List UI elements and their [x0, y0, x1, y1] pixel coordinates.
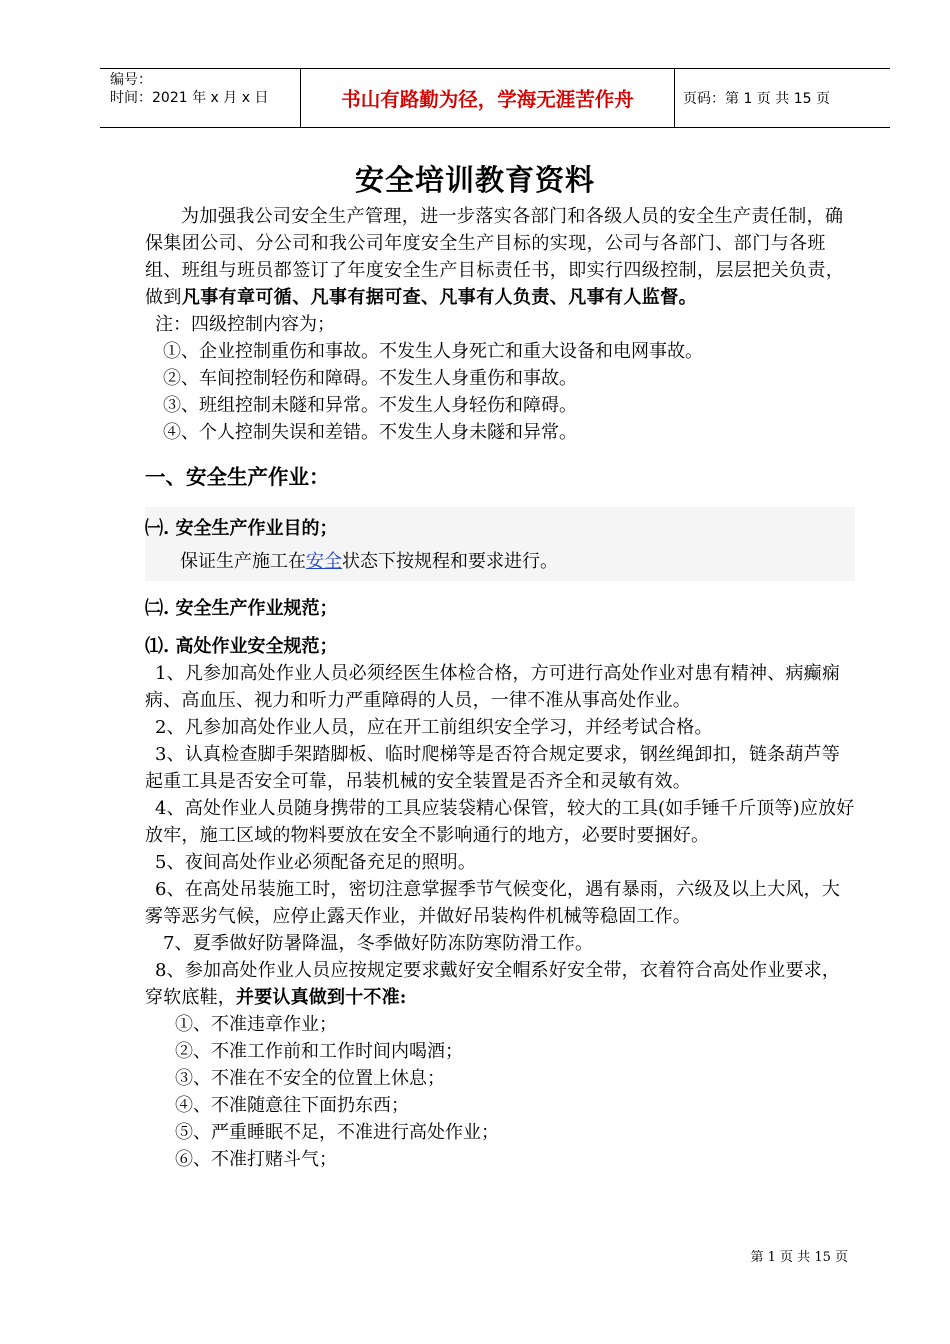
purpose-text-before: 保证生产施工在 [180, 551, 306, 572]
note-line: 注：四级控制内容为； [155, 314, 335, 335]
header-page-info: 页码：第 1 页 共 15 页 [683, 91, 830, 107]
subsection-heading: ㈡. 安全生产作业规范； [145, 598, 338, 619]
intro-text: 为加强我公司安全生产管理，进一步落实各部门和各级人员的安全生产责任制，确保集团公司、分公司和我公司年度安全生产目标的实现，公司与各部门、部门与各班组、班组与班员都签订了年度安全生产目标责任书，即实行四级控制，层层把关负责，做到 [145, 206, 845, 308]
page-header [100, 68, 890, 128]
header-motto: 书山有路勤为径，学海无涯苦作舟 [301, 69, 675, 127]
rule-item: ⑤、严重睡眠不足，不准进行高处作业； [175, 1122, 499, 1143]
item8-bold-text: 并要认真做到十不准: [236, 987, 407, 1008]
level-item: ①、企业控制重伤和事故。不发生人身死亡和重大设备和电网事故。 [163, 341, 703, 362]
document-body [145, 203, 855, 1173]
item8-text: 8、参加高处作业人员应按规定要求戴好安全帽系好安全带，衣着符合高处作业要求，穿软底鞋， [145, 960, 841, 1008]
level-item: ②、车间控制轻伤和障碍。不发生人身重伤和事故。 [163, 368, 577, 389]
list-item: 7、夏季做好防暑降温，冬季做好防冻防寒防滑工作。 [163, 933, 594, 954]
time-label: 时间：2021 年 x 月 x 日 [110, 90, 269, 106]
purpose-text [145, 548, 855, 575]
list-item: 2、凡参加高处作业人员，应在开工前组织安全学习，并经考试合格。 [155, 717, 713, 738]
subsection-heading: ㈠. 安全生产作业目的； [145, 518, 338, 539]
shaded-block [145, 507, 855, 581]
list-item: 5、夜间高处作业必须配备充足的照明。 [155, 852, 477, 873]
purpose-text-after: 状态下按规程和要求进行。 [342, 551, 558, 572]
rule-item: ①、不准违章作业； [175, 1014, 337, 1035]
safety-link[interactable]: 安全 [306, 551, 342, 572]
rule-item: ④、不准随意往下面扔东西； [175, 1095, 409, 1116]
number-label: 编号： [110, 72, 152, 88]
list-item: 3、认真检查脚手架踏脚板、临时爬梯等是否符合规定要求，钢丝绳卸扣，链条葫芦等起重工具是否安全可靠，吊装机械的安全装置是否齐全和灵敏有效。 [145, 744, 841, 792]
page-footer: 第 1 页 共 15 页 [750, 1250, 848, 1265]
list-item: 1、凡参加高处作业人员必须经医生体检合格，方可进行高处作业对患有精神、病癫痫病、高血压、视力和听力严重障碍的人员，一律不准从事高处作业。 [145, 663, 841, 711]
list-item: 4、高处作业人员随身携带的工具应装袋精心保管，较大的工具(如手锤千斤顶等)应放好放牢，施工区域的物料要放在安全不影响通行的地方，必要时要捆好。 [145, 798, 855, 846]
intro-bold-text: 凡事有章可循、凡事有据可查、凡事有人负责、凡事有人监督。 [181, 287, 698, 308]
document-title: 安全培训教育资料 [354, 163, 595, 197]
list-item: 6、在高处吊装施工时，密切注意掌握季节气候变化，遇有暴雨，六级及以上大风，大雾等恶劣气候，应停止露天作业，并做好吊装构件机械等稳固工作。 [145, 879, 841, 927]
rule-item: ②、不准工作前和工作时间内喝酒； [175, 1041, 463, 1062]
level-item: ③、班组控制未隧和异常。不发生人身轻伤和障碍。 [163, 395, 577, 416]
intro-paragraph [145, 203, 855, 311]
subsubsection-heading: ⑴. 高处作业安全规范； [145, 636, 338, 657]
header-meta [100, 69, 301, 127]
list-item [145, 957, 855, 1011]
level-item: ④、个人控制失误和差错。不发生人身未隧和异常。 [163, 422, 577, 443]
rule-item: ⑥、不准打赌斗气； [175, 1149, 337, 1170]
section-heading: 一、安全生产作业： [145, 465, 330, 489]
rule-item: ③、不准在不安全的位置上休息； [175, 1068, 445, 1089]
